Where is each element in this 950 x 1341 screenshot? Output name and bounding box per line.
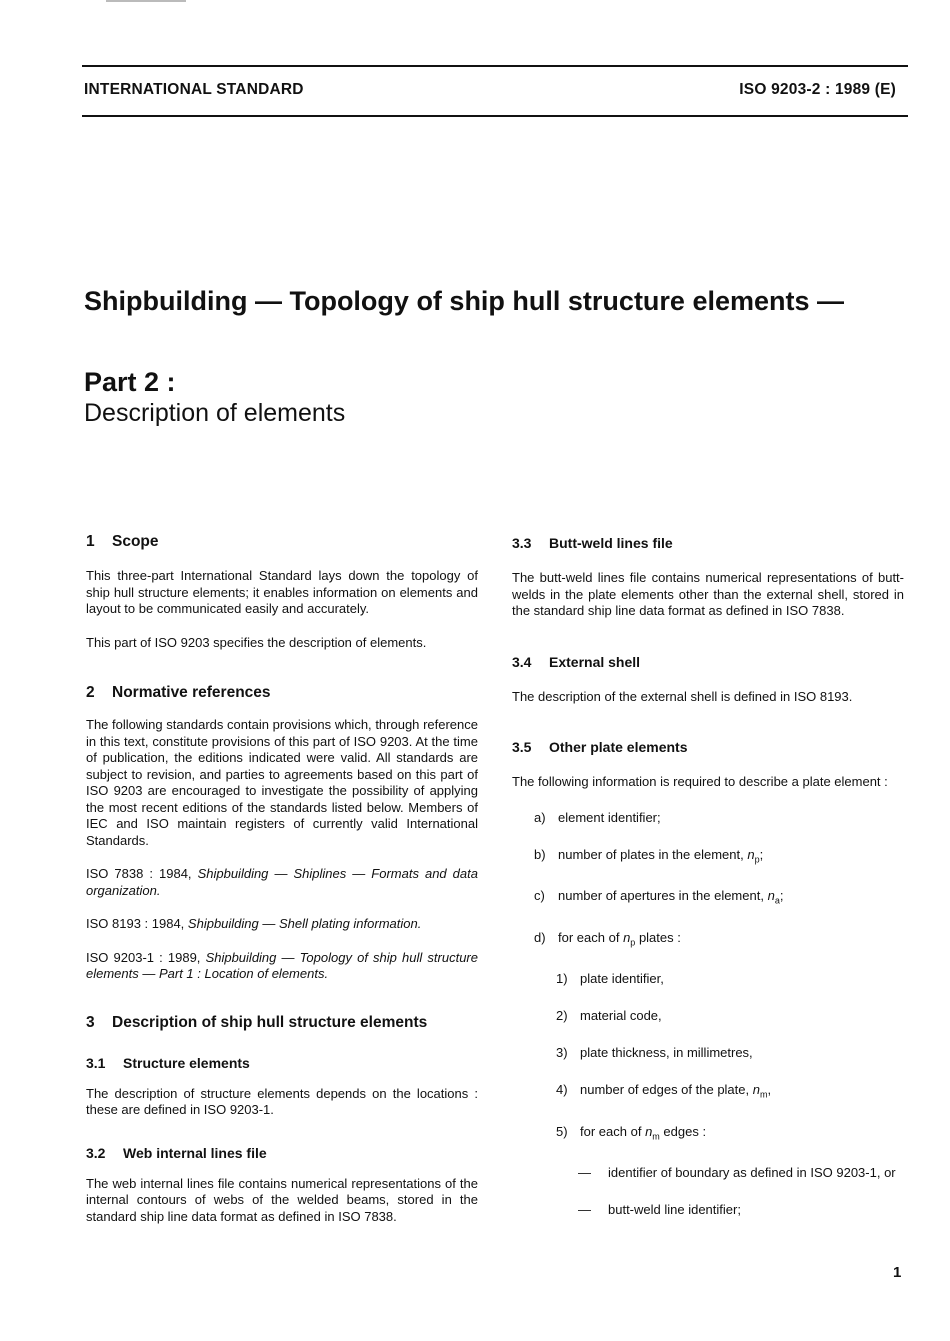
scan-artifact xyxy=(106,0,186,2)
document-subtitle: Description of elements xyxy=(84,399,346,427)
list-item-d4: 4) number of edges of the plate, $n_m$, xyxy=(556,1082,772,1100)
list-item-d1: 1) plate identifier, xyxy=(556,971,664,987)
section-3-1-para: The description of structure elements depends on the locations : these are defined in ISO 9203-1. xyxy=(86,1085,478,1117)
list-item-d2: 2) material code, xyxy=(556,1008,662,1024)
section-3-3-para: The butt-weld lines file contains numerical representations of butt-welds in the plate elements other than the external shell, stored in the standard ship line data format as defined in ISO 7838. xyxy=(512,570,904,618)
list-item-d3: 3) plate thickness, in millimetres, xyxy=(556,1045,753,1061)
section-3-2-heading: 3.2 Web internal lines file xyxy=(86,1144,267,1161)
header-top-rule xyxy=(82,65,908,67)
section-3-1-heading: 3.1 Structure elements xyxy=(86,1054,250,1071)
header-bottom-rule xyxy=(82,115,908,117)
reference-iso-9203-1: ISO 9203-1 : 1989, Shipbuilding — Topology of ship hull structure elements — Part 1 : Location of elements. xyxy=(86,949,478,981)
document-title: Shipbuilding — Topology of ship hull structure elements — xyxy=(84,286,845,316)
reference-iso-8193: ISO 8193 : 1984, Shipbuilding — Shell plating information. xyxy=(86,916,422,931)
section-3-heading: 3 Description of ship hull structure elements xyxy=(86,1013,428,1031)
section-2-heading: 2 Normative references xyxy=(86,684,271,701)
list-item-c: c) number of apertures in the element, $n_a$; xyxy=(534,888,784,906)
right-column xyxy=(512,534,904,1218)
reference-iso-7838: ISO 7838 : 1984, Shipbuilding — Shiplines — Formats and data organization. xyxy=(86,866,478,898)
part-label: Part 2 : xyxy=(84,367,176,397)
list-item-dash-1: — identifier of boundary as defined in ISO 9203-1, or xyxy=(578,1165,896,1181)
list-item-a: a) element identifier; xyxy=(534,809,661,825)
section-3-5-heading: 3.5 Other plate elements xyxy=(512,739,688,755)
list-item-dash-2: — butt-weld line identifier; xyxy=(578,1202,741,1218)
section-2-para-1: The following standards contain provisions which, through reference in this text, constitute provisions of this part of ISO 9203. At the time of publication, the editions indicated were valid. All standards are subject to revision, and parties to agreements based on this part of ISO 9203 are encouraged to investigate the possibility of applying the most recent editions of the standards listed below. Members of IEC and ISO maintain registers of currently valid International Standards. xyxy=(86,717,478,848)
section-3-4-para: The description of the external shell is defined in ISO 8193. xyxy=(512,688,853,704)
section-3-2-para: The web internal lines file contains numerical representations of the internal contours of webs of the welded beams, stored in the standard ship line data format as defined in ISO 7838. xyxy=(86,1175,478,1224)
list-item-d5: 5) for each of $n_m$ edges : xyxy=(556,1123,707,1142)
section-1-para-1: This three-part International Standard lays down the topology of ship hull structure elements; it enables information on elements and layout to be communicated easily and accurately. xyxy=(86,568,478,616)
left-column xyxy=(86,532,478,1225)
section-3-4-heading: 3.4 External shell xyxy=(512,653,641,670)
list-item-d: d) for each of $n_p$ plates : xyxy=(534,929,681,948)
section-3-5-para: The following information is required to describe a plate element : xyxy=(512,774,888,789)
header-right: ISO 9203-2 : 1989 (E) xyxy=(739,81,896,98)
header-left: INTERNATIONAL STANDARD xyxy=(84,81,304,98)
page-number: 1 xyxy=(893,1264,902,1281)
section-3-3-heading: 3.3 Butt-weld lines file xyxy=(512,535,673,551)
section-1-para-2: This part of ISO 9203 specifies the description of elements. xyxy=(86,634,427,650)
section-1-heading: 1 Scope xyxy=(86,533,159,550)
list-item-b: b) number of plates in the element, $n_p$; xyxy=(534,846,764,865)
